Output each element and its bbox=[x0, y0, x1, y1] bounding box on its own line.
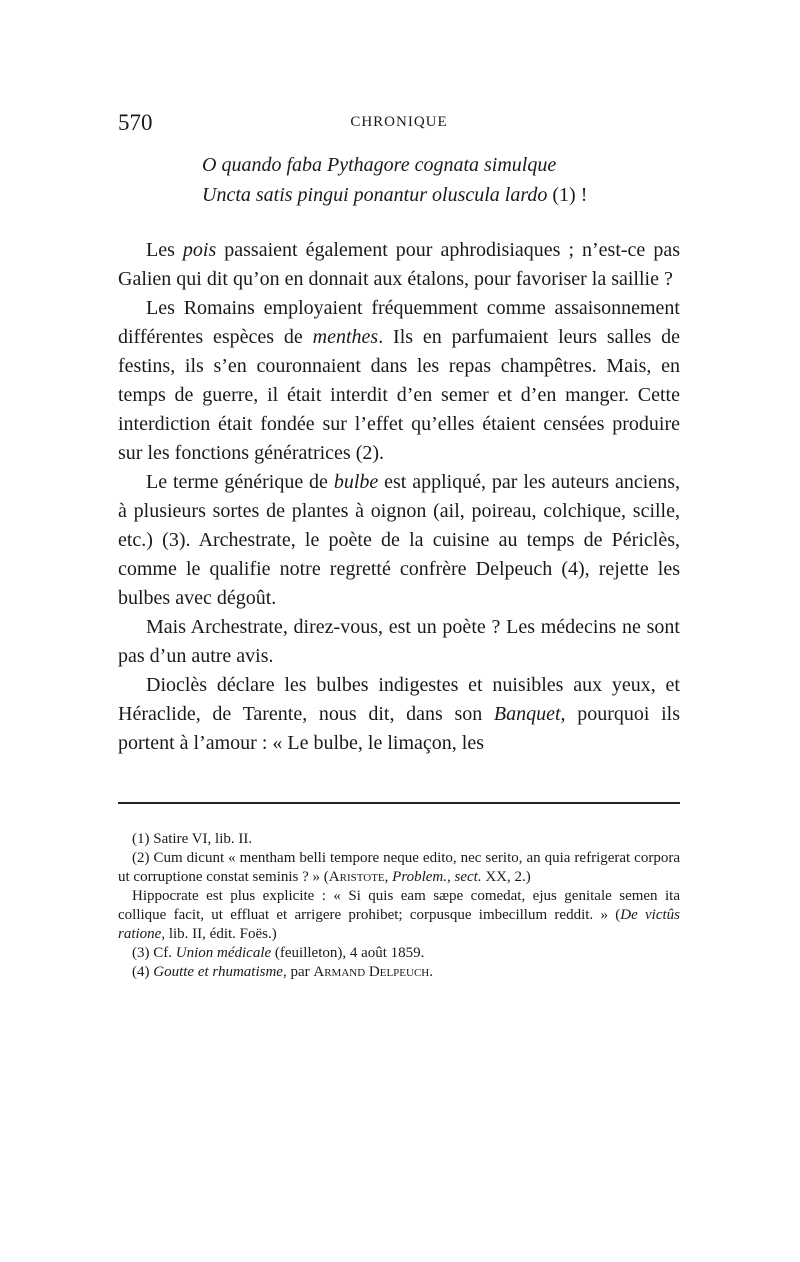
footnote-divider bbox=[118, 802, 680, 804]
term-pois: pois bbox=[182, 239, 217, 261]
verse-line-2 bbox=[202, 180, 680, 210]
running-title: CHRONIQUE bbox=[350, 114, 448, 130]
paragraph-text: Le terme générique de bbox=[146, 471, 334, 493]
term-banquet: Banquet bbox=[493, 703, 561, 725]
verse-line-1: O quando faba Pythagore cognata simulque bbox=[202, 154, 557, 176]
footnote-2 bbox=[118, 849, 680, 887]
paragraph-text: passaient également pour aphrodisiaques ; n’est-ce pas Galien qui dit qu’on en donnait aux étalons, pour favoriser la saillie ? bbox=[118, 239, 680, 290]
paragraph-archestrate bbox=[118, 613, 680, 671]
footnote-text: (2) Cum dicunt « mentham belli tempore neque edito, nec serito, an quia refrigerat corpora ut corruptione constat seminis ? » ( bbox=[118, 850, 680, 885]
footnote-text: , lib. II, édit. Foës.) bbox=[161, 926, 277, 942]
footnote-1 bbox=[118, 830, 680, 849]
paragraph-text: Mais Archestrate, direz-vous, est un poète ? Les médecins ne sont pas d’un autre avis. bbox=[118, 616, 680, 667]
footnote-text: (3) Cf. bbox=[132, 945, 176, 961]
footnote-text: . bbox=[429, 964, 433, 980]
page-header bbox=[118, 100, 680, 136]
footnote-4 bbox=[118, 963, 680, 982]
footnote-work: De victûs ratione bbox=[118, 907, 681, 942]
page-number: 570 bbox=[118, 110, 153, 135]
term-menthes: menthes bbox=[312, 326, 379, 348]
paragraph-text: Les bbox=[146, 239, 183, 261]
footnotes bbox=[118, 830, 680, 982]
footnote-author: Aristote bbox=[328, 869, 385, 885]
paragraph-mint bbox=[118, 294, 680, 468]
footnote-ref-1: (1) ! bbox=[552, 184, 588, 206]
footnote-2-continued bbox=[118, 887, 680, 944]
footnote-work: Union médicale bbox=[175, 945, 272, 961]
footnote-text: Hippocrate est plus explicite : « Si quis eam sæpe comedat, ejus genitale semen ita collique facit, ut effluat et arrigere prohibet; corpusque imbecillum reddit. » ( bbox=[118, 888, 680, 923]
term-bulbe: bulbe bbox=[333, 471, 379, 493]
paragraph-diocles bbox=[118, 671, 680, 758]
paragraph-text: Dioclès déclare les bulbes indigestes et nuisibles aux yeux, et Héraclide, de Tarente, nous dit, dans son bbox=[118, 674, 680, 725]
footnote-text: (1) Satire VI, lib. II. bbox=[132, 831, 253, 847]
paragraph-bulb bbox=[118, 468, 680, 613]
verse-line-2-text: Uncta satis pingui ponantur oluscula lardo bbox=[202, 184, 548, 206]
footnote-text: , bbox=[384, 869, 393, 885]
paragraph-text: est appliqué, par les auteurs anciens, à plusieurs sortes de plantes à oignon (ail, poireau, colchique, scille, etc.) (3). Archestrate, le poète de la cuisine au temps de Périclès, comme le qualifie notre regretté confrère Delpeuch (4), rejette les bulbes avec dégoût. bbox=[118, 471, 680, 609]
paragraph-text: . Ils en parfumaient leurs salles de festins, ils s’en couronnaient dans les repas champêtres. Mais, en temps de guerre, il était interdit d’en semer et d’en manger. Cette interdiction était fondée sur l’effet qu’elles étaient censées produire sur les fonctions génératrices (2). bbox=[118, 326, 680, 464]
book-page bbox=[118, 100, 680, 982]
footnote-text: , par bbox=[282, 964, 314, 980]
latin-verse bbox=[202, 150, 680, 210]
paragraph-peas bbox=[118, 236, 680, 294]
footnote-author: Armand Delpeuch bbox=[313, 964, 430, 980]
footnote-3 bbox=[118, 944, 680, 963]
footnote-work: Goutte et rhumatisme bbox=[153, 964, 283, 980]
body-text bbox=[118, 236, 680, 758]
footnote-work: Problem., sect. bbox=[392, 869, 482, 885]
footnote-text: XX, 2.) bbox=[481, 869, 531, 885]
footnote-text: (feuilleton), 4 août 1859. bbox=[271, 945, 425, 961]
paragraph-text: Les Romains employaient fréquemment comme assaisonnement différentes espèces de bbox=[118, 297, 680, 348]
footnote-text: (4) bbox=[132, 964, 154, 980]
paragraph-text: , pourquoi ils portent à l’amour : « Le bulbe, le limaçon, les bbox=[118, 703, 680, 754]
